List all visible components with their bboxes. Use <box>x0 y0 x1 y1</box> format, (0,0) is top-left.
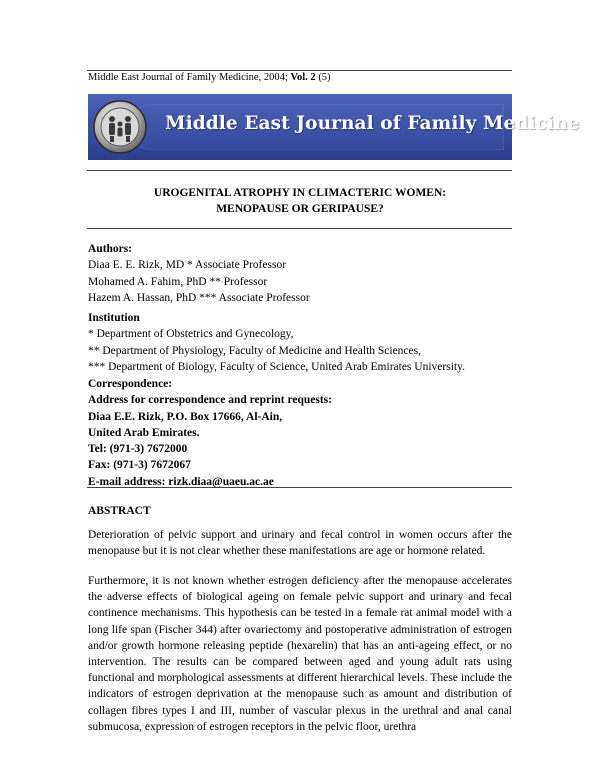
journal-banner <box>88 94 580 160</box>
correspondence-heading: Correspondence: <box>88 378 173 390</box>
family-emblem-icon <box>92 99 148 155</box>
abstract-paragraph-1: Deterioration of pelvic support and urinary and fecal control in women occurs after the menopause but it is not clear whether these manifestations are age or hormone related. <box>88 529 512 558</box>
institution-section <box>88 310 512 375</box>
correspondence-line: Address for correspondence and reprint requests: <box>88 394 332 407</box>
correspondence-email: E-mail address: rizk.diaa@uaeu.ac.ae <box>88 475 274 488</box>
paper-title-line-1: UROGENITAL ATROPHY IN CLIMACTERIC WOMEN: <box>153 187 447 199</box>
institution-item: * Department of Obstetrics and Gynecology, <box>88 328 294 341</box>
title-top-rule <box>87 170 512 171</box>
institution-item: ** Department of Physiology, Faculty of Medicine and Health Sciences, <box>88 344 421 357</box>
top-rule <box>87 70 512 71</box>
institution-item: *** Department of Biology, Faculty of Science, United Arab Emirates University. <box>88 360 465 373</box>
correspondence-line: Diaa E.E. Rizk, P.O. Box 17666, Al-Ain, <box>88 410 283 423</box>
abstract-paragraph-2: Furthermore, it is not known whether estrogen deficiency after the menopause accelerates the adverse effects of biological ageing on female pelvic support and urinary and fecal continence mechanisms. This hypothesis can be tested in a female rat animal model with a long life span (Fischer 344) after ovariectomy and postoperative administration of estrogen and/or growth hormone releasing peptide (hexarelin) that has an anti-ageing effect, or no intervention. The results can be compared between aged and young adult rats using functional and morphological assessments at different hierarchical levels. These include the indicators of estrogen deprivation at the menopause such as amount and distribution of collagen fibres types I and III, number of vascular plexus in the urethral and anal canal submucosa, expression of estrogen receptors in the pelvic floor, urethra <box>88 575 512 733</box>
abstract-top-rule <box>87 487 512 488</box>
paper-title-line-2: MENOPAUSE OR GERIPAUSE? <box>216 203 384 215</box>
abstract-heading: ABSTRACT <box>88 505 151 517</box>
authors-section <box>88 241 512 306</box>
running-head: Middle East Journal of Family Medicine, 2004; Vol. 2 (5) <box>88 72 331 83</box>
author-item: Mohamed A. Fahim, PhD ** Professor <box>88 275 268 288</box>
authors-heading: Authors: <box>88 243 133 255</box>
correspondence-section <box>88 376 512 490</box>
author-item: Diaa E. E. Rizk, MD * Associate Professor <box>88 259 287 272</box>
volume-label: Vol. 2 <box>290 72 316 83</box>
correspondence-line: United Arab Emirates. <box>88 426 200 439</box>
author-item: Hazem A. Hassan, PhD *** Associate Professor <box>88 291 310 304</box>
institution-heading: Institution <box>88 312 140 324</box>
correspondence-line: Fax: (971-3) 7672067 <box>88 459 191 472</box>
correspondence-line: Tel: (971-3) 7672000 <box>88 443 188 456</box>
banner-title: Middle East Journal of Family Medicine <box>165 113 580 134</box>
title-bottom-rule <box>87 228 512 229</box>
